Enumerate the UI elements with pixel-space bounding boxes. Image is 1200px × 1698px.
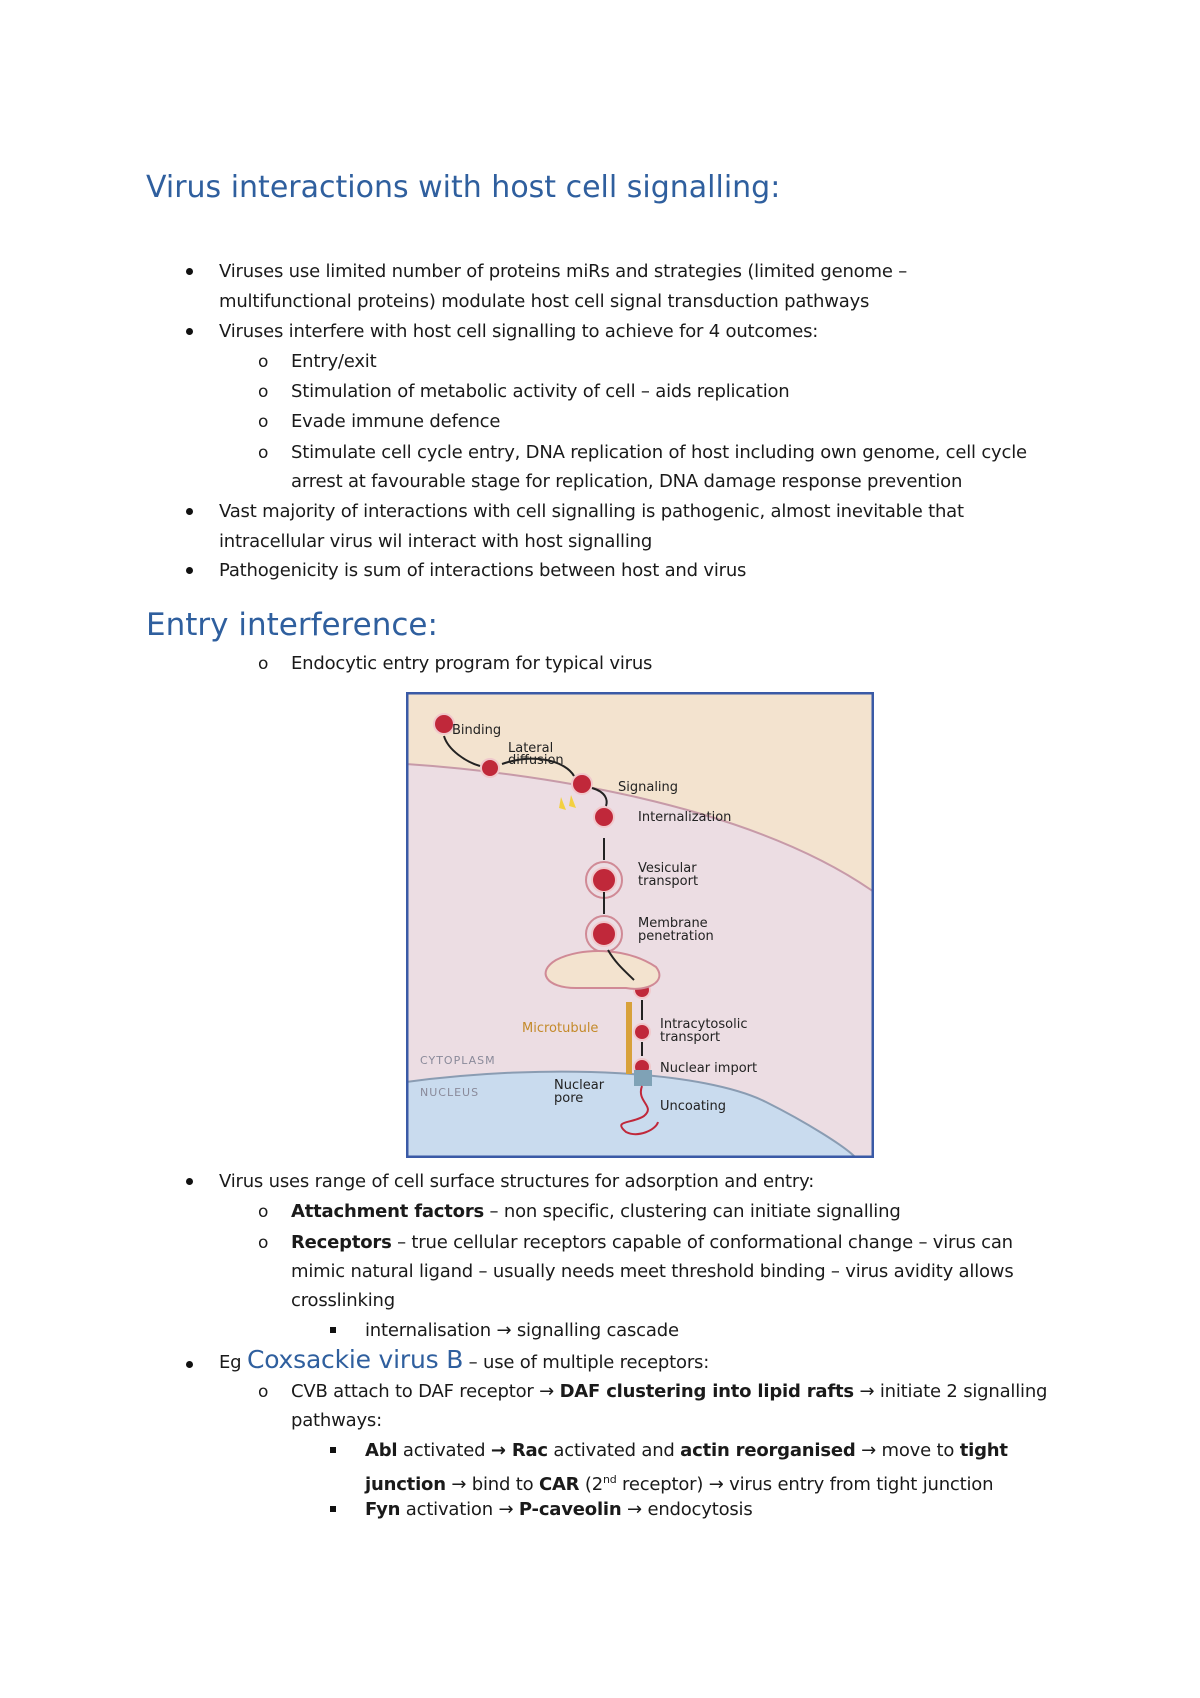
bullet-text: Eg Coxsackie virus B – use of multiple receptors: [219, 1345, 710, 1374]
bullet-text: Pathogenicity is sum of interactions between host and virus [219, 560, 747, 581]
sub-bullet-marker: o [258, 443, 269, 463]
label-microtubule: Microtubule [522, 1021, 599, 1036]
sub-sub-bullet-text: junction → bind to CAR (2nd receptor) → virus entry from tight junction [365, 1473, 994, 1495]
bullet-text: intracellular virus wil interact with host signalling [219, 531, 653, 552]
bullet [186, 328, 193, 335]
sub-bullet-text: arrest at favourable stage for replication, DNA damage response prevention [291, 471, 963, 492]
sub-bullet-text: Attachment factors – non specific, clustering can initiate signalling [291, 1201, 901, 1222]
sub-sub-bullet-text: Abl activated → Rac activated and actin reorganised → move to tight [365, 1440, 1008, 1461]
section-heading: Entry interference: [146, 607, 438, 643]
sub-bullet-text: mimic natural ligand – usually needs meet threshold binding – virus avidity allows [291, 1261, 1014, 1282]
virus-particle [572, 774, 592, 794]
label-membrane: Membrane [638, 916, 708, 931]
bullet-text: Viruses interfere with host cell signalling to achieve for 4 outcomes: [219, 321, 819, 342]
virus-particle [434, 714, 454, 734]
label-cytoplasm: CYTOPLASM [420, 1054, 496, 1067]
label-pore: pore [554, 1091, 584, 1106]
page-title: Virus interactions with host cell signalling: [146, 170, 781, 205]
endocytic-entry-diagram [406, 692, 874, 1158]
label-intra-transport: transport [660, 1030, 721, 1045]
virus-particle [634, 1024, 650, 1040]
square-bullet [330, 1447, 336, 1453]
sub-bullet-marker: o [258, 382, 269, 402]
square-bullet [330, 1327, 336, 1333]
sub-bullet-text: CVB attach to DAF receptor → DAF clustering into lipid rafts → initiate 2 signalling [291, 1381, 1048, 1402]
bullet-text: Vast majority of interactions with cell signalling is pathogenic, almost inevitable that [219, 501, 964, 522]
label-nuclear: Nuclear [554, 1078, 605, 1093]
virus-particle [592, 868, 616, 892]
label-intracytosolic: Intracytosolic [660, 1017, 748, 1032]
sub-bullet-text: Receptors – true cellular receptors capable of conformational change – virus can [291, 1232, 1013, 1253]
label-nuclear-import: Nuclear import [660, 1061, 758, 1076]
bullet [186, 567, 193, 574]
nuclear-pore [634, 1070, 652, 1086]
label-penetration: penetration [638, 929, 714, 944]
label-lateral: Lateral [508, 741, 554, 756]
label-transport: transport [638, 874, 699, 889]
virus-particle [592, 922, 616, 946]
virus-particle [481, 759, 499, 777]
sub-sub-bullet-text: Fyn activation → P-caveolin → endocytosis [365, 1499, 753, 1520]
bullet-text: multifunctional proteins) modulate host cell signal transduction pathways [219, 291, 870, 312]
bullet-text: Virus uses range of cell surface structures for adsorption and entry: [219, 1171, 815, 1192]
sub-bullet-marker: o [258, 1233, 269, 1253]
sub-bullet-marker: o [258, 412, 269, 432]
sub-bullet-text: Evade immune defence [291, 411, 501, 432]
sub-sub-bullet-text: internalisation → signalling cascade [365, 1320, 679, 1341]
sub-bullet-text: crosslinking [291, 1290, 395, 1311]
bullet [186, 1361, 193, 1368]
label-signaling: Signaling [618, 780, 679, 795]
sub-bullet-text: Stimulate cell cycle entry, DNA replication of host including own genome, cell cycle [291, 442, 1027, 463]
label-binding: Binding [452, 723, 502, 738]
bullet [186, 1178, 193, 1185]
label-internalization: Internalization [638, 810, 732, 825]
sub-bullet-text: Stimulation of metabolic activity of cell – aids replication [291, 381, 790, 402]
bullet [186, 268, 193, 275]
sub-bullet-marker: o [258, 1382, 269, 1402]
sub-bullet-marker: o [258, 352, 269, 372]
bullet-text: Viruses use limited number of proteins miRs and strategies (limited genome – [219, 261, 908, 282]
sub-bullet-text: Entry/exit [291, 351, 377, 372]
sub-bullet-text: Endocytic entry program for typical virus [291, 653, 653, 674]
sub-bullet-marker: o [258, 1202, 269, 1222]
label-diffusion: diffusion [508, 753, 564, 768]
virus-particle [594, 807, 614, 827]
sub-bullet-marker: o [258, 654, 269, 674]
microtubule-bar [626, 1002, 632, 1074]
square-bullet [330, 1506, 336, 1512]
label-uncoating: Uncoating [660, 1099, 727, 1114]
bullet [186, 508, 193, 515]
sub-bullet-text: pathways: [291, 1410, 382, 1431]
label-nucleus: NUCLEUS [420, 1086, 480, 1099]
label-vesicular: Vesicular [638, 861, 697, 876]
